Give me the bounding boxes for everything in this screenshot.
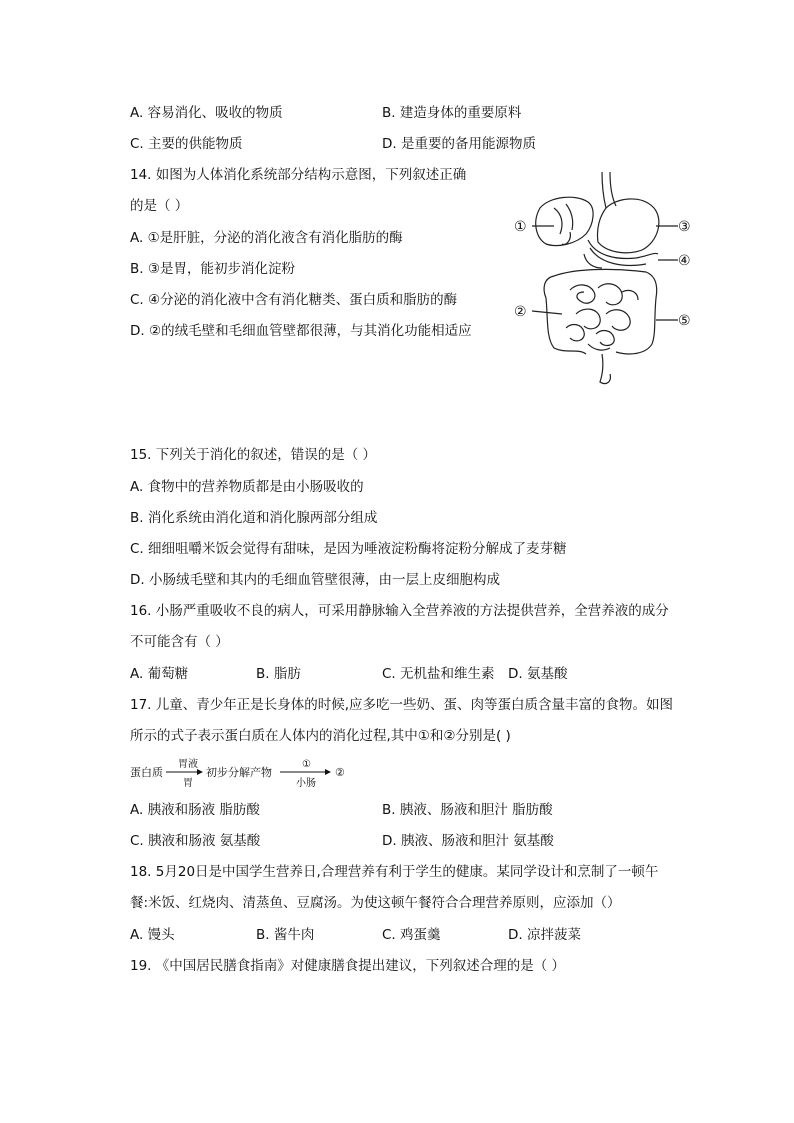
q18-option-c: C. 鸡蛋羹 — [382, 927, 441, 943]
q15-option-b: B. 消化系统由消化道和消化腺两部分组成 — [130, 510, 378, 526]
flow-top1: 胃液 — [178, 759, 198, 770]
figure-label-2: ② — [514, 304, 527, 320]
q18-option-a: A. 馒头 — [130, 927, 175, 943]
q14-option-b: B. ③是胃，能初步消化淀粉 — [130, 261, 295, 277]
q18-stem-line2: 餐:米饭、红烧肉、清蒸鱼、豆腐汤。为使这顿午餐符合合理营养原则，应添加（） — [130, 895, 621, 911]
q16-stem-line2: 不可能含有（ ） — [130, 634, 229, 650]
q16-option-b: B. 脂肪 — [256, 666, 301, 682]
q17-stem-line2: 所示的式子表示蛋白质在人体内的消化过程,其中①和②分别是( ) — [130, 728, 511, 744]
flow-bottom2: 小肠 — [296, 778, 316, 789]
figure-label-1: ① — [514, 219, 527, 235]
digestive-system-diagram — [506, 168, 696, 390]
q17-option-d: D. 胰液、肠液和胆汁 氨基酸 — [382, 833, 554, 849]
q15-stem: 15. 下列关于消化的叙述，错误的是（ ） — [130, 447, 377, 463]
q16-option-c: C. 无机盐和维生素 — [382, 666, 495, 682]
q14-option-a: A. ①是肝脏，分泌的消化液含有消化脂肪的酶 — [130, 230, 403, 246]
stomach-shape — [597, 199, 658, 253]
q16-option-a: A. 葡萄糖 — [130, 666, 189, 682]
flow-top2: ① — [302, 759, 311, 770]
liver-shape — [536, 197, 593, 245]
flow-mid: 初步分解产物 — [206, 766, 272, 779]
q14-option-c: C. ④分泌的消化液中含有消化糖类、蛋白质和脂肪的酶 — [130, 292, 458, 308]
flow-end: ② — [335, 766, 345, 779]
rectum-shape — [600, 354, 610, 384]
q18-option-d: D. 凉拌菠菜 — [508, 927, 581, 943]
protein-digestion-flow — [130, 756, 360, 792]
q18-stem-line1: 18. 5月20日是中国学生营养日,合理营养有利于学生的健康。某同学设计和烹制了一顿午 — [130, 864, 659, 880]
q17-option-a: A. 胰液和肠液 脂肪酸 — [130, 802, 260, 818]
small-intestine-shape — [570, 285, 595, 303]
q15-option-d: D. 小肠绒毛壁和其内的毛细血管壁很薄，由一层上皮细胞构成 — [130, 572, 500, 588]
q14-stem-line1: 14. 如图为人体消化系统部分结构示意图，下列叙述正确 — [130, 167, 467, 183]
q17-option-c: C. 胰液和肠液 氨基酸 — [130, 833, 261, 849]
q13-option-a: A. 容易消化、吸收的物质 — [130, 105, 283, 121]
q14-option-d: D. ②的绒毛壁和毛细血管壁都很薄，与其消化功能相适应 — [130, 323, 472, 339]
q16-option-d: D. 氨基酸 — [508, 666, 568, 682]
figure-label-3: ③ — [678, 219, 691, 235]
q19-stem: 19. 《中国居民膳食指南》对健康膳食提出建议，下列叙述合理的是（ ） — [130, 958, 566, 974]
figure-label-5: ⑤ — [678, 313, 691, 329]
q17-option-b: B. 胰液、肠液和胆汁 脂肪酸 — [382, 802, 553, 818]
figure-label-4: ④ — [678, 253, 691, 269]
q15-option-a: A. 食物中的营养物质都是由小肠吸收的 — [130, 479, 364, 495]
q13-option-b: B. 建造身体的重要原料 — [382, 105, 522, 121]
q17-stem-line1: 17. 儿童、青少年正是长身体的时候,应多吃一些奶、蛋、肉等蛋白质含量丰富的食物。如图 — [130, 697, 674, 713]
q18-option-b: B. 酱牛肉 — [256, 927, 315, 943]
q16-stem-line1: 16. 小肠严重吸收不良的病人，可采用静脉输入全营养液的方法提供营养，全营养液的成分 — [130, 603, 669, 619]
q15-option-c: C. 细细咀嚼米饭会觉得有甜味，是因为唾液淀粉酶将淀粉分解成了麦芽糖 — [130, 541, 567, 557]
q14-stem-line2: 的是（ ） — [130, 198, 189, 214]
q13-option-c: C. 主要的供能物质 — [130, 136, 243, 152]
esophagus-shape — [602, 172, 606, 208]
flow-start: 蛋白质 — [130, 766, 163, 779]
large-intestine-shape — [544, 276, 586, 354]
q13-option-d: D. 是重要的备用能源物质 — [382, 136, 536, 152]
flow-bottom1: 胃 — [183, 778, 193, 789]
